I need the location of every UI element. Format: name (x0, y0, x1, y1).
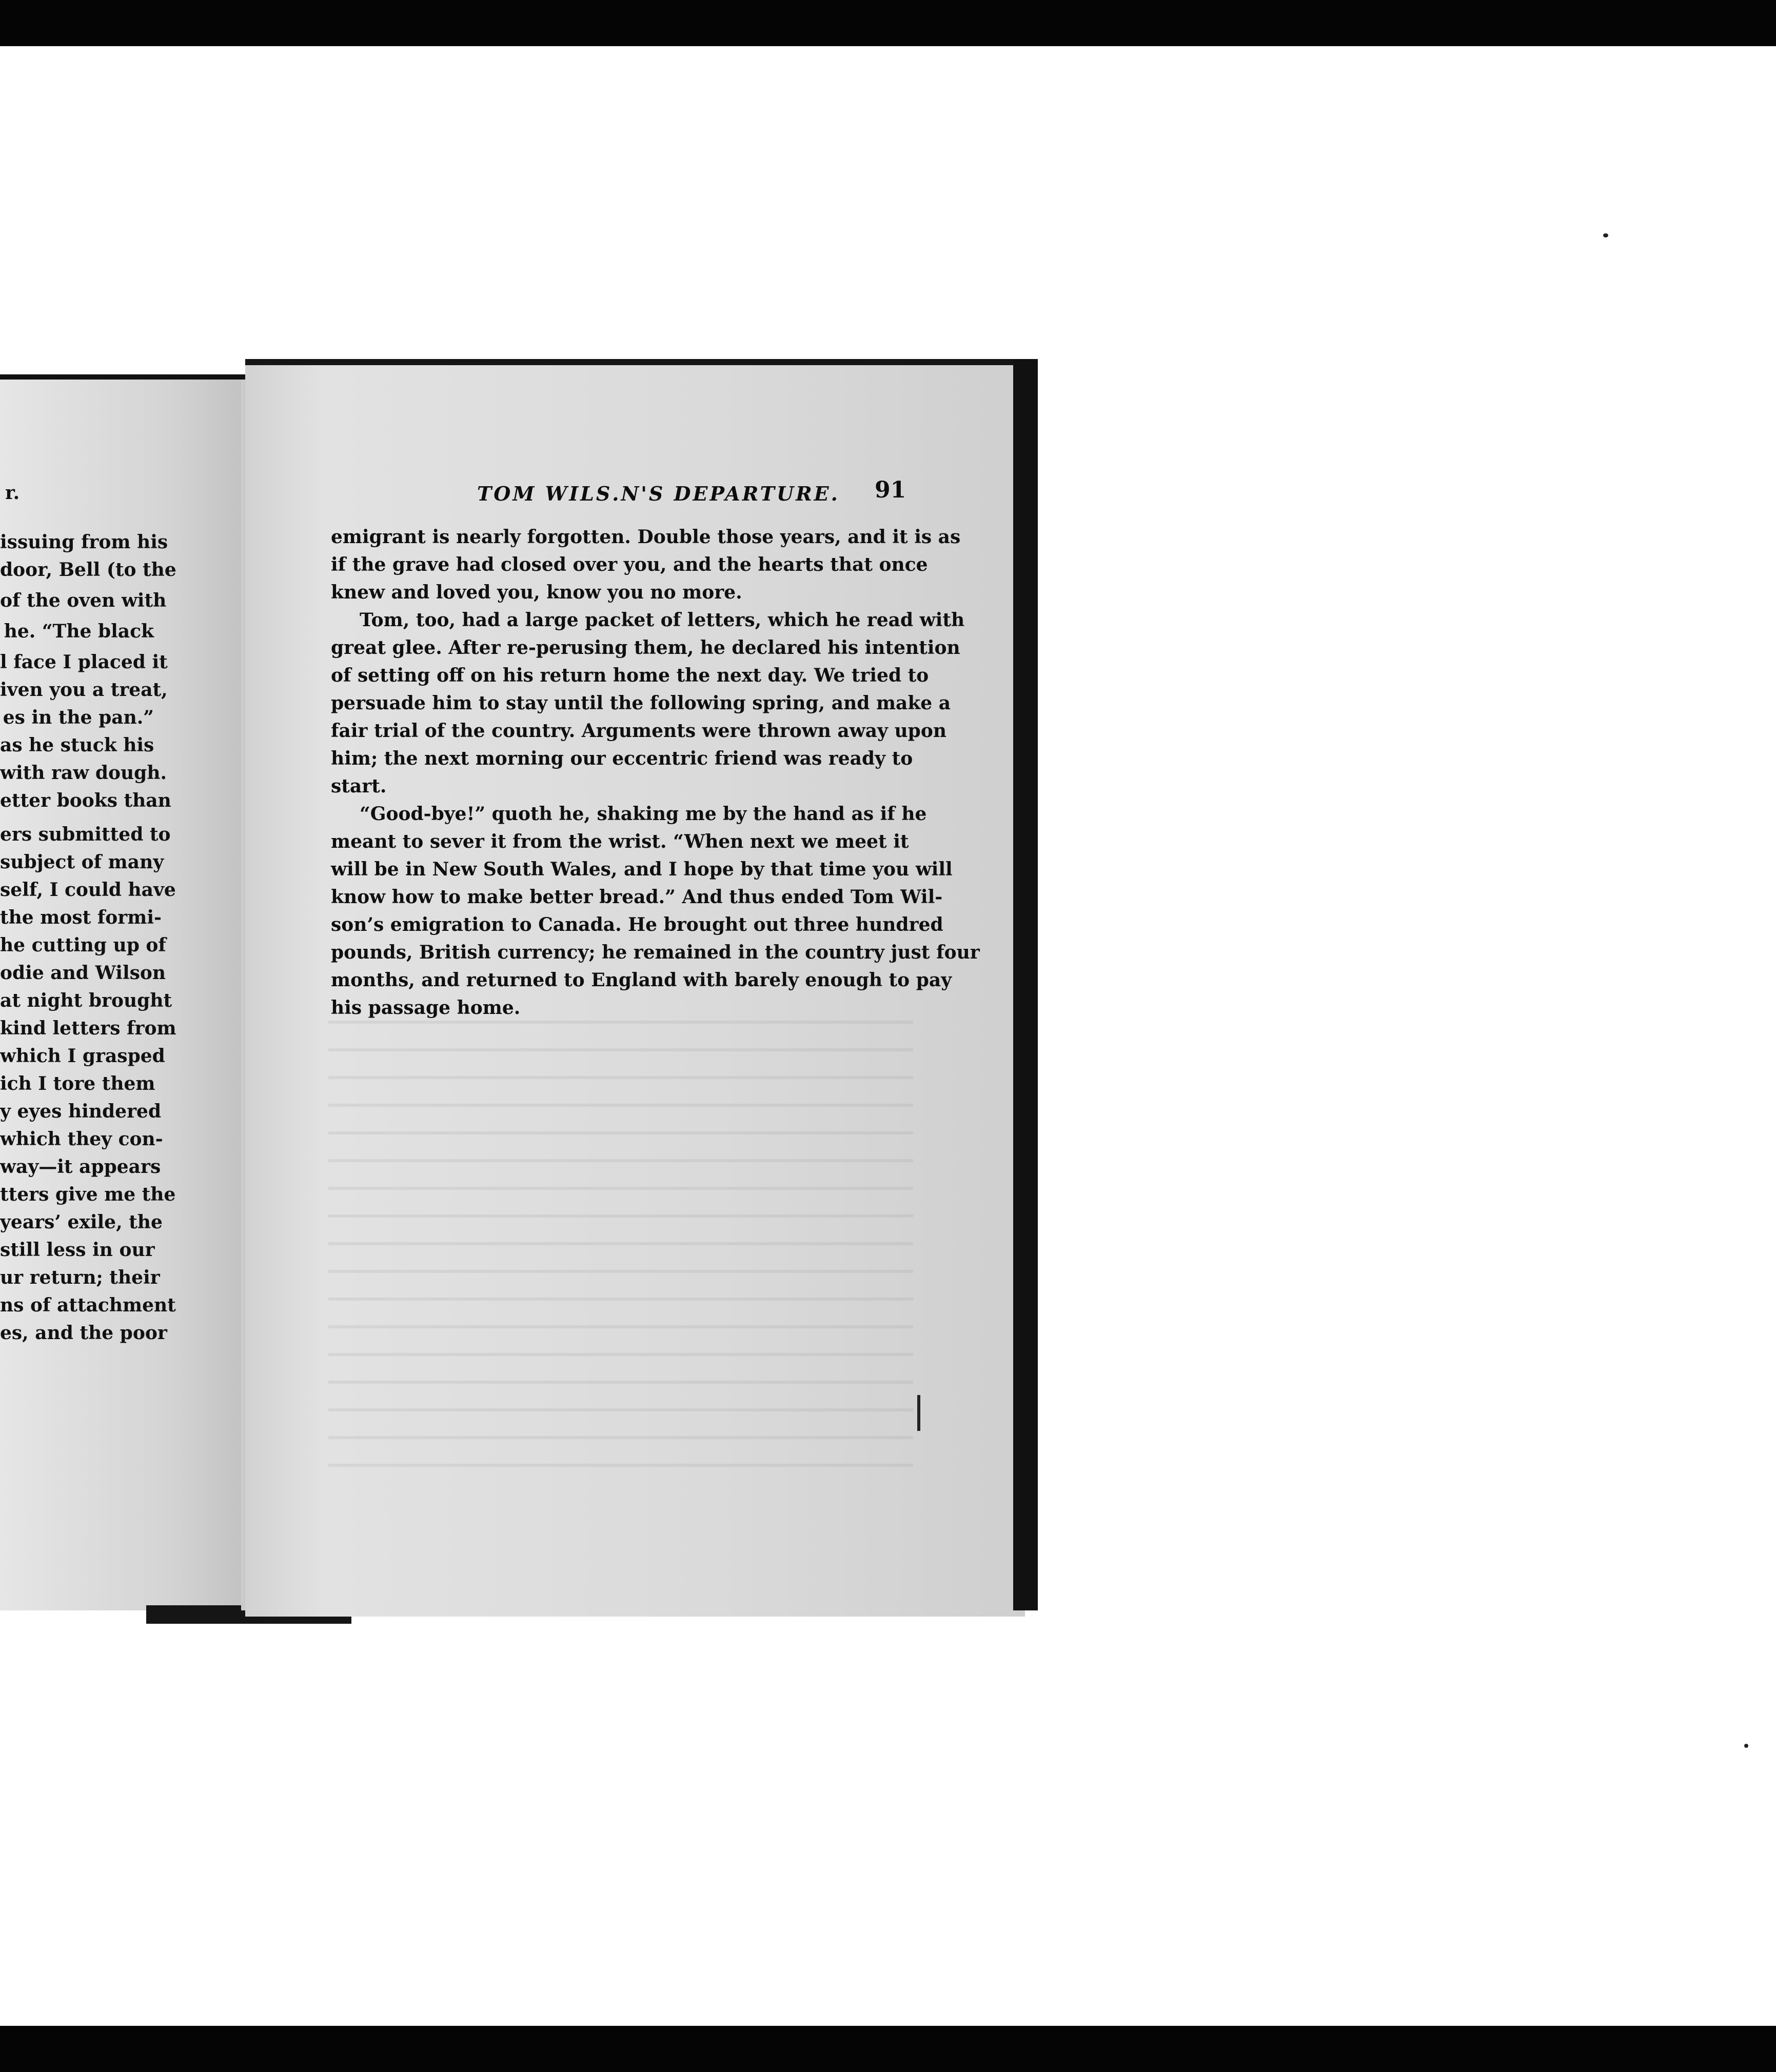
text-line: months, and returned to England with barely enough to pay (331, 969, 952, 991)
text-line: of setting off on his return home the next day. We tried to (331, 665, 929, 686)
text-line: meant to sever it from the wrist. “When next we meet it (331, 831, 909, 852)
text-line: odie and Wilson (0, 962, 166, 984)
text-line: door, Bell (to the (0, 559, 176, 581)
text-line: subject of many (0, 851, 164, 873)
text-line: ers submitted to (0, 824, 171, 845)
text-line: the most formi- (0, 907, 162, 928)
text-line: Tom, too, had a large packet of letters, which he read with (360, 609, 965, 631)
scan-frame-top (0, 0, 1776, 46)
text-line: pounds, British currency; he remained in the country just four (331, 942, 980, 963)
left-page-header-fragment: r. (5, 482, 20, 504)
text-line: son’s emigration to Canada. He brought out three hundred (331, 914, 943, 935)
text-line: with raw dough. (0, 762, 167, 784)
bleed-through-text (328, 1005, 913, 1467)
text-line: l face I placed it (0, 651, 168, 673)
running-head: TOM WILS․N'S DEPARTURE. (477, 482, 840, 505)
text-line: if the grave had closed over you, and the hearts that once (331, 554, 928, 575)
text-line: ur return; their (0, 1267, 160, 1288)
page-number: 91 (875, 477, 906, 503)
text-line: years’ exile, the (0, 1211, 163, 1233)
text-line: y eyes hindered (0, 1101, 162, 1122)
text-line: start. (331, 775, 387, 797)
text-line: still less in our (0, 1239, 155, 1261)
text-line: ich I tore them (0, 1073, 155, 1094)
text-line: at night brought (0, 990, 172, 1011)
text-line: “Good-bye!” quoth he, shaking me by the hand as if he (360, 803, 927, 825)
text-line: great glee. After re-perusing them, he declared his intention (331, 637, 960, 659)
text-line: of the oven with (0, 590, 167, 611)
text-line: tters give me the (0, 1184, 176, 1205)
text-line: es in the pan.” (3, 707, 154, 728)
text-line: him; the next morning our eccentric friend was ready to (331, 748, 913, 769)
text-line: persuade him to stay until the following spring, and make a (331, 692, 951, 714)
text-line: will be in New South Wales, and I hope by that time you will (331, 859, 953, 880)
text-line: issuing from his (0, 531, 168, 553)
text-line: he cutting up of (0, 934, 166, 956)
text-line: self, I could have (0, 879, 176, 901)
text-line: etter books than (0, 790, 171, 811)
scan-speck (1744, 1744, 1748, 1748)
body-text (331, 523, 980, 1022)
text-line: fair trial of the country. Arguments were thrown away upon (331, 720, 947, 742)
text-line: kind letters from (0, 1018, 176, 1039)
text-line: knew and loved you, know you no more. (331, 582, 742, 603)
left-page-text (0, 528, 176, 1347)
scan-frame-bottom (0, 2026, 1776, 2072)
text-line: which I grasped (0, 1045, 165, 1067)
scan-speck (1603, 233, 1608, 237)
text-line: as he stuck his (0, 734, 154, 756)
text-line: he. “The black (4, 621, 154, 642)
text-line: his passage home. (331, 997, 521, 1019)
text-line: iven you a treat, (0, 679, 168, 701)
text-line: know how to make better bread.” And thus ended Tom Wil- (331, 886, 943, 908)
text-line: ns of attachment (0, 1294, 176, 1316)
scan-mark (917, 1395, 920, 1431)
text-line: es, and the poor (0, 1322, 167, 1344)
text-line: emigrant is nearly forgotten. Double those years, and it is as (331, 526, 961, 548)
text-line: which they con- (0, 1128, 163, 1150)
text-line: way—it appears (0, 1156, 161, 1178)
right-page-edge (1013, 359, 1038, 1610)
